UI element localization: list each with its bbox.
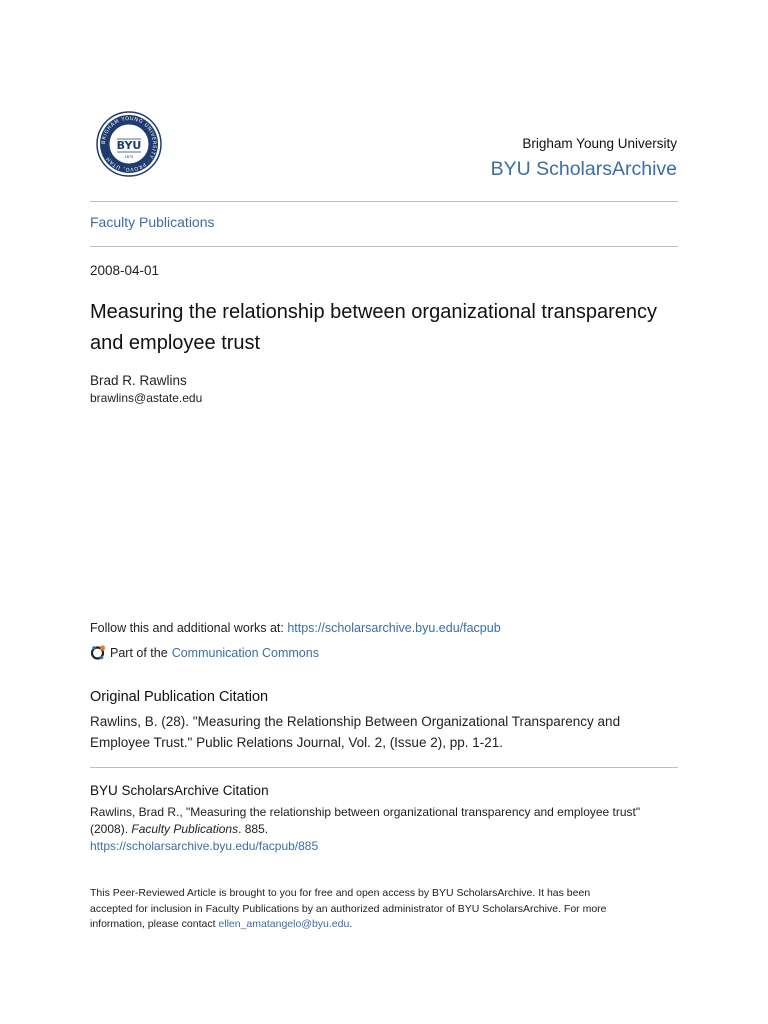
original-citation-text — [90, 711, 690, 753]
notice-line: This Peer-Reviewed Article is brought to you for free and open access by BYU ScholarsArchive. It has been — [90, 887, 591, 899]
bsa-line2-prefix: (2008). — [90, 822, 132, 836]
notice-line: accepted for inclusion in Faculty Publications by an authorized administrator of BYU ScholarsArchive. For more — [90, 902, 607, 915]
faculty-publications-link[interactable]: Faculty Publications — [90, 214, 215, 230]
original-citation-line: Employee Trust." Public Relations Journal, Vol. 2, (Issue 2), pp. 1-21. — [90, 735, 503, 750]
publication-date: 2008-04-01 — [90, 263, 160, 278]
byu-seal-logo — [96, 111, 162, 177]
bsa-citation-line: Rawlins, Brad R., "Measuring the relationship between organizational transparency and employee trust" — [90, 805, 641, 819]
communication-commons-link[interactable]: Communication Commons — [171, 645, 319, 660]
bsa-series-italic: Faculty Publications — [131, 822, 239, 836]
part-of-prefix: Part of the — [110, 645, 168, 660]
author-email: brawlins@astate.edu — [90, 391, 203, 405]
bsa-citation-line — [90, 821, 690, 838]
paper-title: Measuring the relationship between organizational transparency and employee trust — [90, 301, 658, 354]
divider — [90, 246, 678, 247]
seal-text: BYU — [116, 139, 142, 152]
bsa-line2-suffix: . 885. — [238, 822, 269, 836]
follow-prefix: Follow this and additional works at: — [90, 621, 288, 635]
bsa-article-link[interactable]: https://scholarsarchive.byu.edu/facpub/885 — [90, 839, 319, 853]
seal-ring-text: BRIGHAM YOUNG UNIVERSITY · PROVO, UTAH — [100, 115, 158, 173]
facpub-link[interactable]: https://scholarsarchive.byu.edu/facpub — [287, 621, 501, 635]
original-citation-heading: Original Publication Citation — [90, 689, 269, 705]
bsa-citation-heading: BYU ScholarsArchive Citation — [90, 783, 269, 798]
notice-line — [90, 917, 690, 933]
university-name: Brigham Young University — [522, 136, 677, 151]
contact-email-link[interactable]: ellen_amatangelo@byu.edu — [218, 918, 350, 930]
follow-line — [90, 621, 501, 635]
network-icon — [90, 644, 107, 661]
part-of-line — [90, 644, 319, 661]
divider — [90, 767, 678, 768]
notice-prefix: information, please contact — [90, 918, 219, 930]
access-notice — [90, 886, 690, 933]
bsa-citation-text — [90, 804, 690, 855]
scholarsarchive-link[interactable]: BYU ScholarsArchive — [490, 158, 677, 180]
divider — [90, 201, 678, 202]
original-citation-line: Rawlins, B. (28). "Measuring the Relationship Between Organizational Transparency and — [90, 714, 621, 729]
notice-suffix: . — [349, 918, 353, 930]
seal-year: 1875 — [124, 155, 134, 159]
author-name: Brad R. Rawlins — [90, 373, 187, 388]
